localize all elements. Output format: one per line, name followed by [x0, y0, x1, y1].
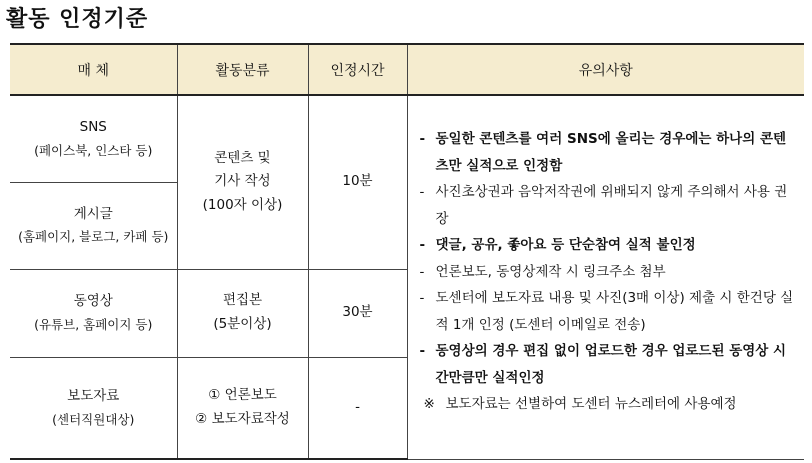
media-cell: [10, 182, 177, 269]
time-cell: -: [308, 357, 407, 459]
page-title: 활동 인정기준: [6, 6, 149, 32]
note-item: - 동일한 콘텐츠를 여러 SNS에 올리는 경우에는 하나의 콘텐츠만 실적으로 인정함: [419, 131, 787, 174]
note-item: - 언론보도, 동영상제작 시 링크주소 첨부: [419, 263, 666, 280]
media-cell: [10, 357, 177, 459]
note-item: - 사진초상권과 음악저작권에 위배되지 않게 주의해서 사용 권장: [419, 184, 788, 227]
category-line: (5분이상): [213, 316, 272, 332]
header-category: 활동분류: [177, 44, 308, 95]
media-name: 동영상: [73, 293, 113, 310]
media-sub: (센터직원대상): [52, 411, 135, 427]
table-header-row: [10, 44, 804, 95]
media-sub: (홈페이지, 블로그, 카페 등): [18, 229, 169, 245]
media-sub: (페이스북, 인스타 등): [34, 142, 153, 158]
category-line: (100자 이상): [202, 197, 283, 214]
note-item: - 동영상의 경우 편집 없이 업로드한 경우 업로드된 동영상 시간만큼만 실적인정: [419, 343, 787, 386]
category-cell: [177, 357, 308, 459]
category-line: 편집본: [222, 292, 263, 309]
media-cell: [10, 95, 177, 182]
time-cell: 30분: [308, 269, 407, 357]
time-cell: 10분: [308, 95, 407, 269]
header-time: 인정시간: [308, 44, 407, 95]
media-name: 게시글: [73, 205, 113, 222]
category-line: 기사 작성: [214, 173, 271, 190]
media-cell: [10, 269, 177, 357]
header-notes: 유의사항: [407, 44, 804, 95]
table-row: [10, 95, 804, 182]
header-media: 매 체: [10, 44, 177, 95]
notes-cell: [407, 95, 804, 459]
note-item: - 댓글, 공유, 좋아요 등 단순참여 실적 불인정: [419, 237, 696, 253]
media-sub: (유튜브, 홈페이지 등): [34, 316, 153, 332]
note-item: - 도센터에 보도자료 내용 및 사진(3매 이상) 제출 시 한건당 실적 1개 인정 (도센터 이메일로 전송): [419, 290, 794, 333]
media-name: SNS: [79, 119, 107, 135]
category-line: 콘텐츠 및: [214, 149, 271, 166]
note-reference: ※ 보도자료는 선별하여 도센터 뉴스레터에 사용예정: [423, 396, 737, 412]
criteria-table: [10, 43, 804, 460]
category-cell: [177, 269, 308, 357]
category-line: ① 언론보도: [208, 387, 277, 404]
media-name: 보도자료: [67, 388, 120, 404]
category-cell: [177, 95, 308, 269]
category-line: ② 보도자료작성: [195, 410, 290, 427]
